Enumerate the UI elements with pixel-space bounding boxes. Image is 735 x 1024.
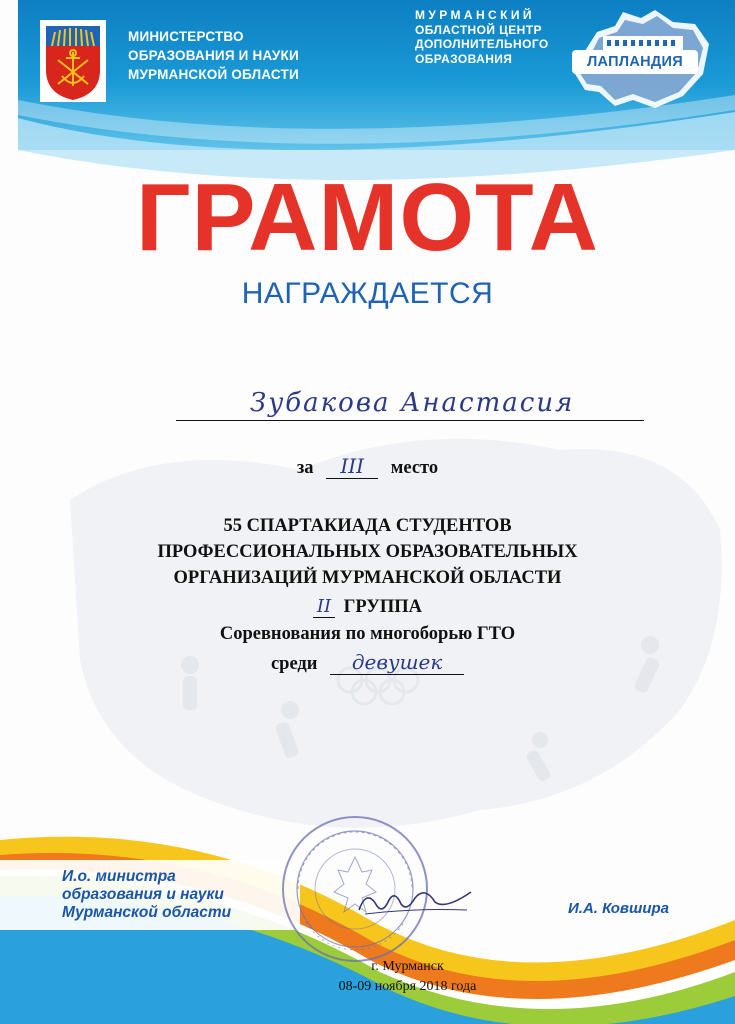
place-value: III (326, 454, 378, 479)
center-line: ОБРАЗОВАНИЯ (415, 51, 513, 66)
event-date: 08-09 ноября 2018 года (338, 979, 477, 994)
certificate-title: ГРАМОТА (136, 164, 599, 271)
lapland-badge: ЛАПЛАНДИЯ (572, 50, 698, 74)
signatory-title (62, 868, 231, 922)
center-line: МУРМАНСКИЙ (415, 8, 535, 22)
coat-of-arms-icon (40, 20, 106, 102)
among-value: девушек (330, 650, 464, 675)
event-line: ОРГАНИЗАЦИЙ МУРМАНСКОЙ ОБЛАСТИ (173, 568, 562, 588)
center-line: ДОПОЛНИТЕЛЬНОГО (415, 37, 549, 51)
signature-icon (355, 880, 475, 920)
sports-watermark (40, 380, 735, 860)
education-center-name (415, 8, 549, 66)
ministry-line: ОБРАЗОВАНИЯ И НАУКИ (128, 48, 299, 63)
group-row (0, 596, 735, 618)
recipient-underline (176, 420, 644, 421)
recipient-name: Зубакова Анастасия (250, 388, 575, 418)
group-value: II (313, 596, 335, 618)
ministry-line: МУРМАНСКОЙ ОБЛАСТИ (128, 67, 299, 82)
place-row (0, 454, 735, 482)
city: г. Мурманск (371, 959, 444, 974)
signatory-title-line: образования и науки (62, 886, 224, 903)
event-line: 55 СПАРТАКИАДА СТУДЕНТОВ (223, 516, 512, 536)
signatory-title-line: Мурманской области (62, 904, 232, 921)
group-label: ГРУППА (343, 597, 422, 617)
signatory-name: И.А. Ковшира (568, 900, 670, 917)
ministry-name (128, 27, 299, 84)
place-prefix: за (296, 458, 314, 478)
event-line: ПРОФЕССИОНАЛЬНЫХ ОБРАЗОВАТЕЛЬНЫХ (157, 542, 578, 562)
among-row (0, 650, 735, 675)
signatory-title-line: И.о. министра (62, 868, 176, 885)
place-and-date (0, 957, 735, 997)
certificate-subtitle: НАГРАЖДАЕТСЯ (241, 277, 494, 310)
place-suffix: место (390, 458, 439, 478)
among-prefix: среди (270, 654, 318, 674)
competition-name: Соревнования по многоборью ГТО (219, 624, 516, 644)
center-line: ОБЛАСТНОЙ ЦЕНТР (415, 22, 542, 37)
ministry-line: МИНИСТЕРСТВО (128, 29, 244, 44)
